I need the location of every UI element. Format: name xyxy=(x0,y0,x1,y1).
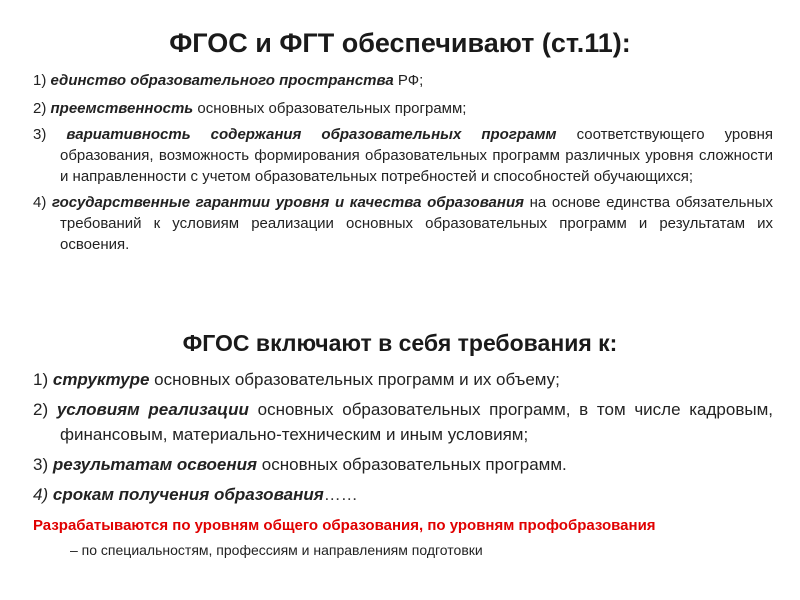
item-emphasis: преемственность xyxy=(50,100,194,117)
item-emphasis: условиям реализации xyxy=(56,400,249,419)
item-number: 2) xyxy=(33,400,49,419)
item-text: основных образовательных программ, в том числе кадровым, финансовым, материально-техническим и иным условиям; xyxy=(60,400,773,444)
item-emphasis: результатам освоения xyxy=(52,455,258,474)
item-text: основных образовательных программ. xyxy=(257,455,567,474)
list-item xyxy=(33,452,773,477)
slide-title-fgos-requirements: ФГОС включают в себя требования к: xyxy=(182,330,618,356)
item-number: 3) xyxy=(33,126,47,143)
item-number: 3) xyxy=(33,455,49,474)
item-number: 4) xyxy=(33,485,49,504)
item-text: на основе единства обязательных требований к условиям реализации основных образовательных программ и результатам их освоения. xyxy=(60,194,773,253)
item-text: основных образовательных программ и их объему; xyxy=(149,370,560,389)
footnote-line: – по специальностям, профессиям и направлениям подготовки xyxy=(70,542,483,558)
item-number: 2) xyxy=(33,100,47,117)
red-note: Разрабатываются по уровням общего образования, по уровням профобразования xyxy=(33,517,656,534)
fgos-fgt-list xyxy=(33,70,773,260)
slide-title-fgos-fgt: ФГОС и ФГТ обеспечивают (ст.11): xyxy=(169,28,631,58)
list-item xyxy=(33,367,773,392)
item-text: соответствующего уровня образования, возможность формирования образовательных программ различных уровня сложности и направленности с учетом образовательных потребностей и способностей обучающихся; xyxy=(60,126,773,185)
item-number: 1) xyxy=(33,72,47,89)
list-item xyxy=(33,98,773,119)
list-item xyxy=(33,482,773,507)
item-emphasis: срокам получения образования xyxy=(52,485,324,504)
item-emphasis: государственные гарантии уровня и качества образования xyxy=(52,194,524,211)
item-emphasis: структуре xyxy=(52,370,150,389)
list-item xyxy=(33,192,773,255)
list-item xyxy=(33,70,773,91)
item-number: 1) xyxy=(33,370,49,389)
item-emphasis: вариативность содержания образовательных программ xyxy=(66,126,557,143)
item-number: 4) xyxy=(33,194,47,211)
item-text: РФ; xyxy=(393,72,424,89)
item-text: …… xyxy=(323,485,358,504)
list-item xyxy=(33,124,773,187)
list-item xyxy=(33,397,773,447)
item-text: основных образовательных программ; xyxy=(193,100,467,117)
item-emphasis: единство образовательного пространства xyxy=(50,72,394,89)
fgos-requirements-list xyxy=(33,367,773,512)
